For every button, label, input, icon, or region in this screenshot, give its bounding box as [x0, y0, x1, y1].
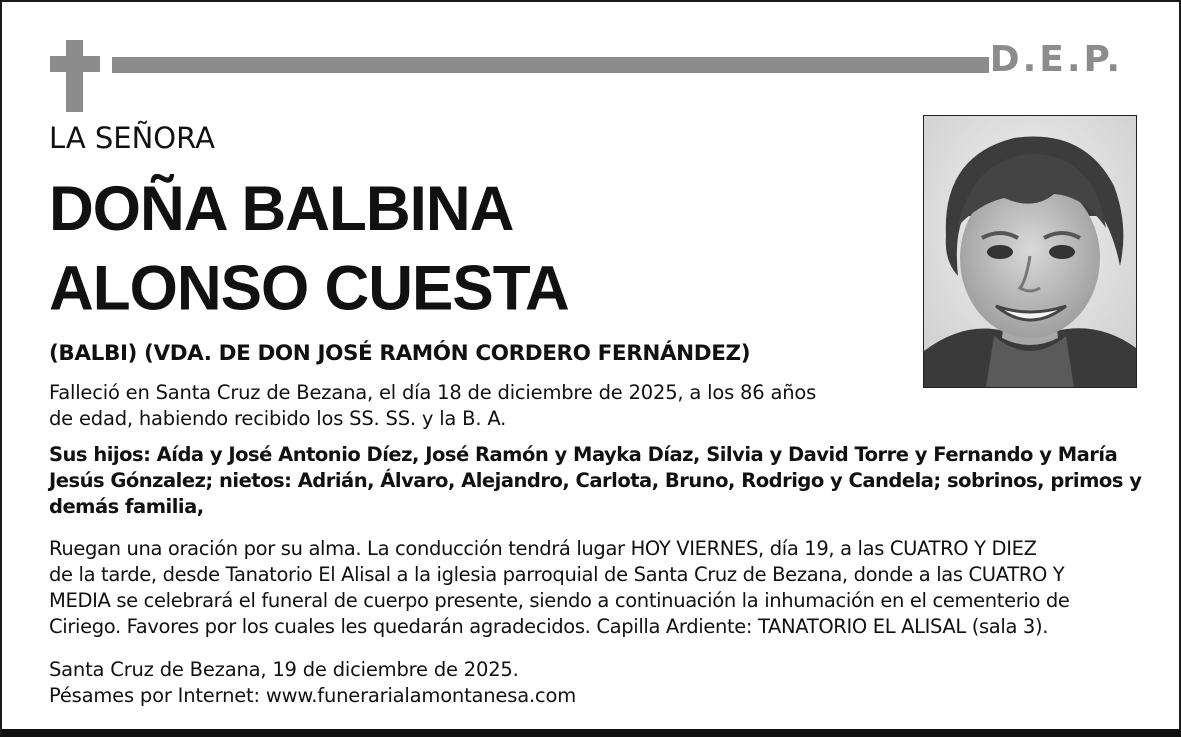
- service-line-2: de la tarde, desde Tanatorio El Alisal a la iglesia parroquial de Santa Cruz de Bezana, donde a las CUATRO Y: [49, 563, 1065, 586]
- service-line-1: Ruegan una oración por su alma. La conducción tendrá lugar HOY VIERNES, día 19, a las CUATRO Y DIEZ: [49, 537, 1037, 560]
- portrait-icon: [924, 116, 1136, 387]
- alias-widow-of: (BALBI) (VDA. DE DON JOSÉ RAMÓN CORDERO FERNÁNDEZ): [49, 341, 751, 366]
- place-date: Santa Cruz de Bezana, 19 de diciembre de 2025.: [49, 658, 519, 681]
- family-line-3: demás familia,: [49, 495, 204, 518]
- closing-paragraph: [49, 657, 1149, 709]
- death-line-2: de edad, habiendo recibido los SS. SS. y la B. A.: [49, 407, 507, 430]
- name-line-2: ALONSO CUESTA: [49, 253, 569, 325]
- honorific: LA SEÑORA: [49, 121, 215, 155]
- service-line-3: MEDIA se celebrará el funeral de cuerpo presente, siendo a continuación la inhumación en el cementerio de: [49, 589, 1070, 612]
- death-line-1: Falleció en Santa Cruz de Bezana, el día 18 de diciembre de 2025, a los 86 años: [49, 381, 817, 404]
- condolences-website: Pésames por Internet: www.funerarialamontanesa.com: [49, 684, 576, 707]
- service-line-4: Ciriego. Favores por los cuales les quedarán agradecidos. Capilla Ardiente: TANATORIO EL ALISAL (sala 3).: [49, 615, 1049, 638]
- dep-label: D.E.P.: [989, 39, 1123, 80]
- portrait-photo: [923, 115, 1137, 388]
- cross-icon: [50, 40, 100, 112]
- header-rule: [112, 57, 989, 73]
- deceased-name: [49, 170, 569, 329]
- service-paragraph: [49, 536, 1149, 640]
- death-paragraph: [49, 380, 849, 432]
- name-line-1: DOÑA BALBINA: [49, 174, 514, 245]
- family-line-2: Jesús Gónzalez; nietos: Adrián, Álvaro, Alejandro, Carlota, Bruno, Rodrigo y Candela; sobrinos, primos y: [49, 469, 1142, 492]
- family-line-1: Sus hijos: Aída y José Antonio Díez, José Ramón y Mayka Díaz, Silvia y David Torre y Fernando y María: [49, 443, 1118, 466]
- family-paragraph: [49, 442, 1142, 520]
